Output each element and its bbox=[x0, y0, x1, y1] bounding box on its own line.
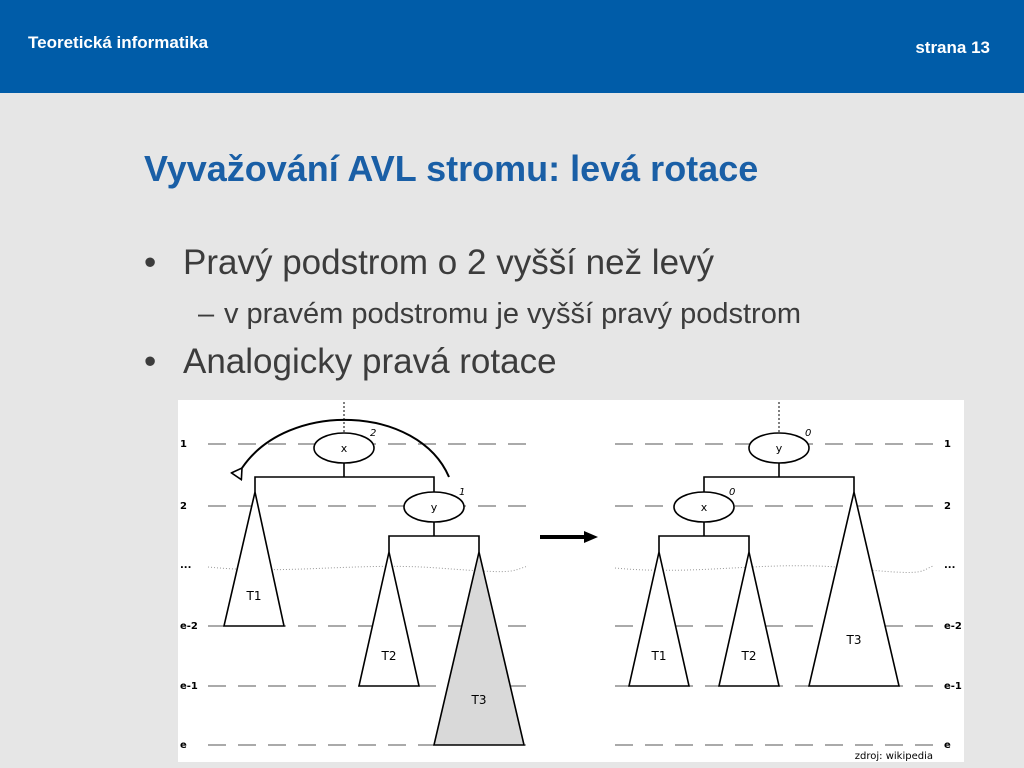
level-lines bbox=[208, 444, 933, 745]
bullet-text: Analogicky pravá rotace bbox=[183, 342, 557, 381]
subtree-label: T1 bbox=[651, 649, 667, 663]
level-label: 1 bbox=[944, 439, 951, 450]
source-note: zdroj: wikipedia bbox=[854, 751, 933, 762]
level-label: e bbox=[180, 740, 187, 751]
wavy-gap-lines bbox=[208, 566, 933, 573]
subtree-label: T1 bbox=[246, 589, 262, 603]
subtree-label: T3 bbox=[471, 693, 487, 707]
node-label: y bbox=[775, 442, 783, 455]
avl-rotation-diagram bbox=[178, 400, 964, 762]
balance-factor: 0 bbox=[805, 428, 812, 439]
level-label: ... bbox=[180, 560, 192, 571]
level-label: 2 bbox=[944, 501, 951, 512]
subtree-t2 bbox=[719, 552, 779, 686]
balance-factor: 1 bbox=[459, 487, 466, 498]
subtree-t3 bbox=[809, 492, 899, 686]
level-label: e-2 bbox=[180, 621, 198, 632]
page-number: strana 13 bbox=[915, 38, 990, 57]
slide-title: Vyvažování AVL stromu: levá rotace bbox=[144, 148, 759, 189]
course-title: Teoretická informatika bbox=[28, 33, 209, 52]
level-label: e bbox=[944, 740, 951, 751]
bullet-marker: • bbox=[144, 243, 157, 282]
subtree-label: T3 bbox=[846, 633, 862, 647]
subtree-t1 bbox=[224, 492, 284, 626]
level-label: e-2 bbox=[944, 621, 962, 632]
level-label: 2 bbox=[180, 501, 187, 512]
sub-bullet-text: v pravém podstromu je vyšší pravý podstrom bbox=[224, 298, 801, 330]
balance-factor: 2 bbox=[370, 428, 377, 439]
level-label: ... bbox=[944, 560, 956, 571]
level-label: 1 bbox=[180, 439, 187, 450]
subtree-t2 bbox=[359, 552, 419, 686]
bullet-marker: • bbox=[144, 342, 157, 381]
level-label: e-1 bbox=[180, 681, 198, 692]
subtree-t1 bbox=[629, 552, 689, 686]
sub-bullet-marker: – bbox=[198, 298, 215, 330]
header-bar bbox=[0, 0, 1024, 93]
subtree-label: T2 bbox=[741, 649, 757, 663]
bullet-text: Pravý podstrom o 2 vyšší než levý bbox=[183, 243, 715, 282]
subtree-t3 bbox=[434, 552, 524, 745]
node-label: x bbox=[700, 501, 708, 514]
subtree-label: T2 bbox=[381, 649, 397, 663]
transform-arrow-icon bbox=[540, 531, 598, 543]
node-label: y bbox=[430, 501, 438, 514]
balance-factor: 0 bbox=[729, 487, 736, 498]
level-label: e-1 bbox=[944, 681, 962, 692]
node-label: x bbox=[340, 442, 348, 455]
